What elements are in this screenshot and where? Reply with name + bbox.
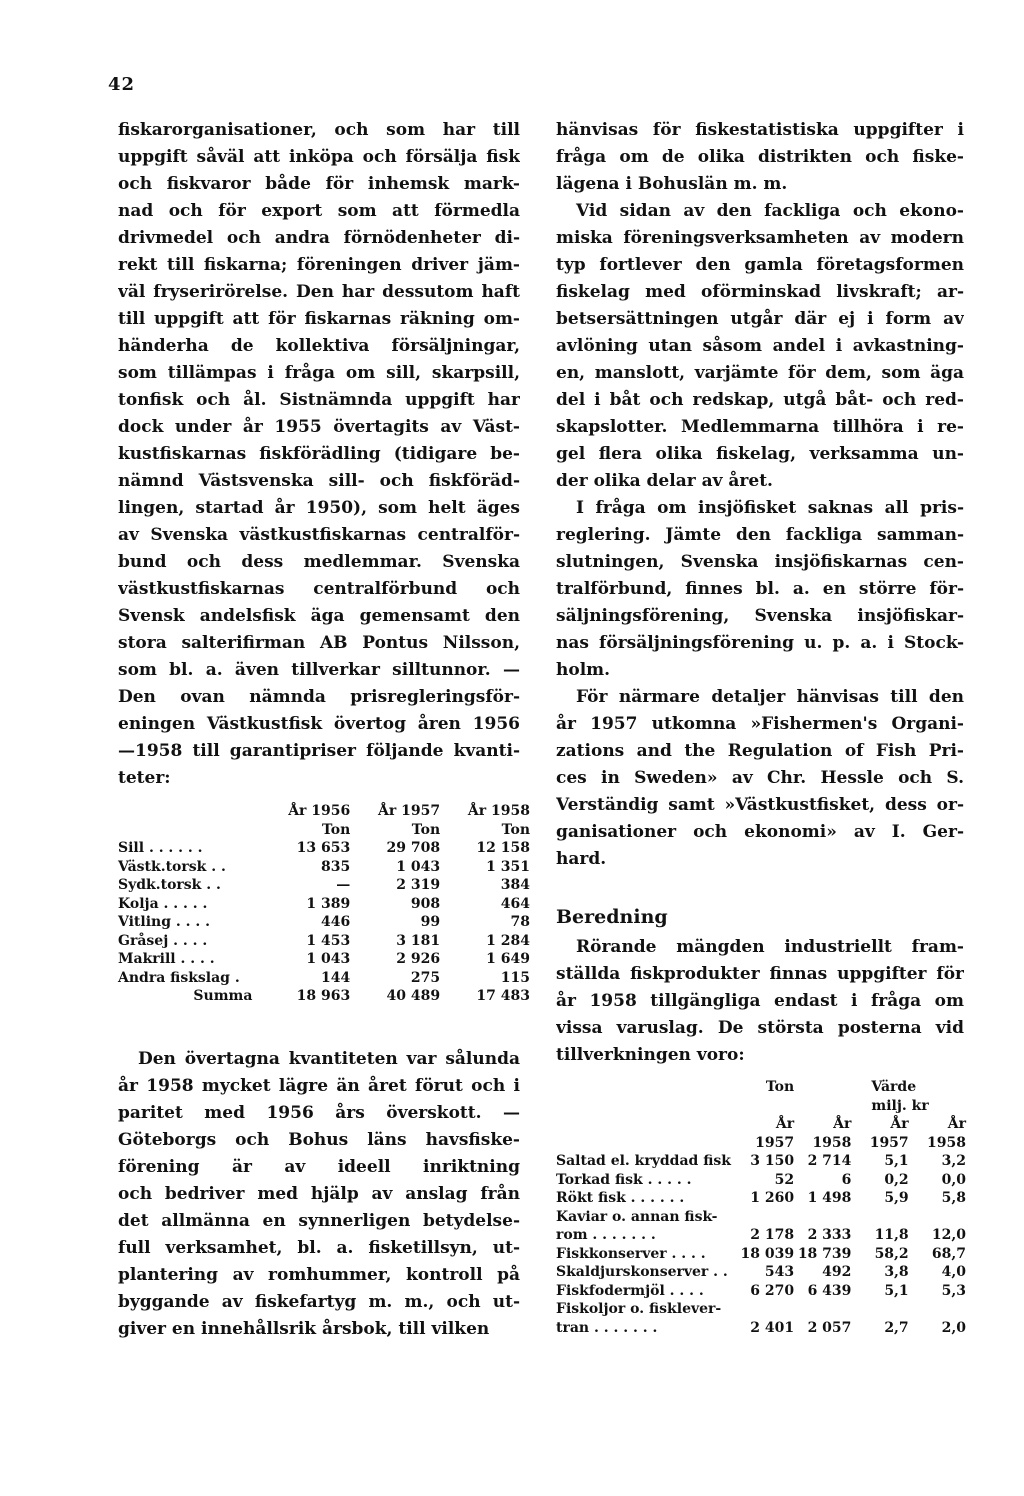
text-line: fråga om de olika distrikten och fiske- (556, 147, 964, 167)
table-header-cell: Ton (321, 821, 351, 838)
table-cell: Kolja . . . . . (118, 895, 208, 912)
text-line: uppgift såväl att inköpa och försälja fisk (118, 147, 520, 167)
table-cell: 1 498 (807, 1190, 852, 1206)
product-table (556, 1078, 966, 1337)
text-line: tralförbund, finnes bl. a. en större för- (556, 579, 964, 599)
table-cell: 2 333 (807, 1227, 852, 1243)
text-line: slutningen, Svenska insjöfiskarnas cen- (556, 552, 964, 572)
table-header-row (556, 1078, 966, 1097)
table-header-row (118, 821, 530, 840)
table-row (556, 1152, 966, 1171)
text-line: fiskelag med oförminskad livskraft; ar- (556, 282, 964, 302)
text-line: det allmänna en synnerligen betydelse- (118, 1211, 520, 1231)
text-line: —1958 till garantipriser följande kvanti- (118, 741, 520, 761)
table-row (556, 1245, 966, 1264)
table-header-row (556, 1134, 966, 1153)
text-line: år 1958 tillgängliga endast i fråga om (556, 991, 964, 1011)
text-line: bund och dess medlemmar. Svenska (118, 552, 520, 572)
text-line: eningen Västkustfisk övertog åren 1956 (118, 714, 520, 734)
text-line: västkustfiskarnas centralförbund och (118, 579, 520, 599)
right-paragraph-2 (556, 198, 964, 495)
table-cell: 6 439 (807, 1282, 852, 1299)
text-line: hard. (556, 849, 607, 869)
table-row (556, 1189, 966, 1208)
table-cell: 464 (500, 895, 530, 912)
table-cell: Fiskoljor o. fisklever- (556, 1301, 722, 1317)
table-cell (851, 1208, 908, 1227)
text-line: och bedriver med hjälp av anslag från (118, 1184, 520, 1204)
text-line: holm. (556, 660, 611, 680)
table-row (556, 1319, 966, 1338)
table-header-cell: Värde (871, 1079, 917, 1095)
table-cell: 3,8 (884, 1264, 909, 1280)
table-cell: 2 401 (750, 1319, 795, 1336)
text-line: byggande av fiskefartyg m. m., och ut- (118, 1292, 520, 1312)
text-line: skapslotter. Medlemmarna tillhöra i re- (556, 417, 964, 437)
table-row (556, 1226, 966, 1245)
right-paragraph-4 (556, 684, 964, 873)
text-line: förening är av ideell inriktning (118, 1157, 520, 1177)
text-line: Vid sidan av den fackliga och ekono- (576, 201, 964, 221)
table-cell: Saltad el. kryddad fisk (556, 1153, 731, 1169)
table-cell: 52 (774, 1171, 795, 1188)
left-paragraph-2 (118, 1046, 520, 1343)
table-row (118, 913, 530, 932)
table-cell: 58,2 (874, 1245, 909, 1262)
text-line: till uppgift att för fiskarnas räkning om- (118, 309, 520, 329)
table-row (556, 1282, 966, 1301)
catch-table (118, 802, 530, 1006)
text-line: tillverkningen voro: (556, 1045, 745, 1065)
text-line: och fiskvaror både för inhemsk mark- (118, 174, 520, 194)
right-column (556, 117, 964, 873)
table-cell: 144 (321, 969, 351, 986)
text-line: ställda fiskprodukter finnas uppgifter för (556, 964, 964, 984)
text-line: ganisationer och ekonomi» av I. Ger- (556, 822, 964, 842)
text-line: I fråga om insjöfisket saknas all pris- (576, 498, 964, 518)
text-line: Den övertagna kvantiteten var sålunda (138, 1049, 520, 1069)
table-cell: 543 (764, 1264, 795, 1280)
table-header-cell: Ton (411, 821, 441, 838)
table-cell: 384 (500, 877, 530, 893)
table-row (556, 1171, 966, 1190)
right-paragraph-5 (556, 934, 964, 1069)
table-header-cell (118, 821, 260, 840)
table-cell: Fiskfodermjöl . . . . (556, 1282, 704, 1299)
text-line: av Svenska västkustfiskarnas centralför- (118, 525, 520, 545)
table-cell: 1 351 (486, 858, 530, 875)
table-header-cell: År (775, 1116, 795, 1132)
text-line: typ fortlever den gamla företagsformen (556, 255, 964, 275)
table-cell: 3,2 (941, 1153, 966, 1169)
table-row (118, 858, 530, 877)
text-line: teter: (118, 768, 171, 788)
table-cell: Vitling . . . . (118, 914, 210, 930)
table-cell (909, 1208, 966, 1227)
table-cell: 5,3 (941, 1282, 966, 1299)
table-cell: 1 260 (750, 1190, 795, 1206)
table-cell: 2,0 (941, 1319, 966, 1336)
table-cell: 29 708 (386, 840, 441, 856)
table-header-cell (556, 1134, 737, 1153)
table-cell: Fiskkonserver . . . . (556, 1245, 706, 1262)
table-cell: Sill . . . . . . (118, 840, 203, 856)
table-cell: 2 926 (396, 951, 441, 967)
text-line: rekt till fiskarna; föreningen driver jäm- (118, 255, 520, 275)
text-line: Svensk andelsfisk äga gemensamt den (118, 606, 520, 626)
table-header-cell: 1957 (755, 1134, 795, 1151)
table-header-row (556, 1115, 966, 1134)
text-line: nad och för export som att förmedla (118, 201, 520, 221)
text-line: väl fryserirörelse. Den har dessutom haft (118, 282, 520, 302)
text-line: ces in Sweden» av Chr. Hessle och S. (556, 768, 964, 788)
table-header-cell: År 1957 (378, 803, 441, 819)
text-line: stora salterifirman AB Pontus Nilsson, (118, 633, 520, 653)
text-line: Göteborgs och Bohus läns havsfiske- (118, 1130, 520, 1150)
table-header-cell (737, 1097, 794, 1116)
table-cell: 5,1 (884, 1282, 909, 1299)
table-cell: 6 270 (750, 1282, 795, 1299)
table-cell: 115 (500, 969, 530, 986)
table-cell: tran . . . . . . . (556, 1319, 658, 1336)
text-line: reglering. Jämte den fackliga samman- (556, 525, 964, 545)
table-cell: 0,2 (884, 1171, 909, 1188)
table-cell: 2,7 (884, 1319, 909, 1336)
table-row (556, 1208, 966, 1227)
table-header-cell (794, 1097, 851, 1116)
text-line: giver en innehållsrik årsbok, till vilken (118, 1319, 490, 1339)
table-cell: 275 (410, 969, 441, 986)
text-line: dock under år 1955 övertagits av Väst- (118, 417, 520, 437)
text-line: en, manslott, varjämte för dem, som äga (556, 363, 964, 383)
table-row (118, 950, 530, 969)
table-header-cell: År (947, 1116, 966, 1132)
table-cell: Sydk.torsk . . (118, 877, 221, 893)
left-paragraph-1 (118, 117, 520, 792)
text-line: år 1958 mycket lägre än året förut och i (118, 1076, 520, 1096)
table-cell: 1 453 (306, 932, 351, 949)
text-line: vissa varuslag. De största posterna vid (556, 1018, 964, 1038)
text-line: der olika delar av året. (556, 471, 773, 491)
table-cell: Gråsej . . . . (118, 932, 208, 949)
table-cell (794, 1208, 851, 1227)
text-line: avlöning utan såsom andel i avkastning- (556, 336, 964, 356)
table-header-cell: År (890, 1116, 909, 1132)
table-cell: 492 (822, 1264, 852, 1280)
table-header-cell (556, 1097, 737, 1116)
table-header-cell (794, 1078, 851, 1097)
table-cell (794, 1300, 851, 1319)
table-cell (909, 1300, 966, 1319)
table-cell: 99 (420, 914, 441, 930)
table-cell: Kaviar o. annan fisk- (556, 1208, 718, 1225)
table-cell: 4,0 (941, 1264, 966, 1280)
text-line: gel flera olika fiskelag, verksamma un- (556, 444, 964, 464)
right-paragraph-3 (556, 495, 964, 684)
table-header-cell (556, 1078, 737, 1097)
table-header-cell: År 1956 (288, 803, 351, 819)
text-line: plantering av romhummer, kontroll på (118, 1265, 520, 1285)
table-total-row (118, 987, 530, 1006)
text-line: Verständig samt »Västkustfisket, dess or- (556, 795, 964, 815)
text-line: För närmare detaljer hänvisas till den (576, 687, 964, 707)
table-cell: 3 181 (396, 932, 441, 949)
text-line: nämnd Västsvenska sill- och fiskföräd- (118, 471, 520, 491)
table-header-cell: 1958 (812, 1134, 852, 1151)
text-line: Rörande mängden industriellt fram- (576, 937, 964, 957)
table-header-cell: milj. kr (871, 1097, 929, 1114)
section-heading-beredning: Beredning (556, 906, 668, 928)
table-cell: 1 043 (396, 858, 441, 875)
text-line: drivmedel och andra förnödenheter di- (118, 228, 520, 248)
table-cell: 78 (510, 914, 530, 930)
right-paragraph-1 (556, 117, 964, 198)
table-row (118, 932, 530, 951)
table-row (118, 969, 530, 988)
table-cell: 908 (410, 895, 441, 912)
text-line: kustfiskarnas fiskförädling (tidigare be- (118, 444, 520, 464)
table-cell (851, 1300, 908, 1319)
text-line: del i båt och redskap, utgå båt- och red- (556, 390, 964, 410)
table-cell (737, 1208, 794, 1227)
table-cell: 2 057 (807, 1319, 852, 1336)
text-line: lingen, startad år 1950), som helt äges (118, 498, 520, 518)
table-cell: 11,8 (874, 1227, 909, 1243)
table-header-cell: Ton (501, 821, 530, 838)
table-cell: 1 284 (486, 932, 530, 949)
table-header-cell (118, 802, 260, 821)
table-row (556, 1263, 966, 1282)
table-cell: 2 319 (396, 877, 441, 893)
text-line: händerha de kollektiva försäljningar, (118, 336, 520, 356)
text-line: betsersättningen utgår där ej i form av (556, 309, 964, 329)
text-line: som bl. a. även tillverkar silltunnor. — (118, 660, 520, 680)
table-cell: Västk.torsk . . (118, 858, 226, 875)
table-cell: 18 963 (296, 988, 351, 1004)
table-row (118, 895, 530, 914)
text-line: tonfisk och ål. Sistnämnda uppgift har (118, 390, 520, 410)
table-header-cell: 1958 (927, 1134, 966, 1151)
table-cell: 13 653 (296, 840, 351, 856)
table-cell: 12 158 (476, 840, 530, 856)
table-cell: 5,1 (884, 1153, 909, 1169)
table-row (556, 1300, 966, 1319)
table-cell: 68,7 (931, 1245, 966, 1262)
table-cell: 17 483 (476, 988, 530, 1004)
table-cell: 2 178 (750, 1227, 795, 1243)
table-cell: 1 649 (486, 951, 530, 967)
text-line: full verksamhet, bl. a. fisketillsyn, ut- (118, 1238, 520, 1258)
table-cell: Skaldjurskonserver . . (556, 1264, 728, 1280)
text-line: nas försäljningsförening u. p. a. i Stock- (556, 633, 964, 653)
table-cell: Rökt fisk . . . . . . (556, 1190, 685, 1206)
table-cell: 1 043 (306, 951, 351, 967)
table-cell: 835 (321, 858, 351, 875)
table-cell (737, 1300, 794, 1319)
table-cell: 40 489 (386, 988, 441, 1004)
table-cell: Torkad fisk . . . . . (556, 1171, 692, 1188)
table-row (118, 839, 530, 858)
text-line: fiskarorganisationer, och som har till (118, 120, 520, 140)
table-cell: 2 714 (807, 1153, 852, 1169)
table-header-cell: Ton (765, 1079, 795, 1095)
table-cell: Makrill . . . . (118, 951, 215, 967)
table-cell: 0,0 (941, 1171, 966, 1188)
right-column-lower (556, 934, 964, 1069)
text-line: lägena i Bohuslän m. m. (556, 174, 788, 194)
text-line: zations and the Regulation of Fish Pri- (556, 741, 964, 761)
table-header-cell: År 1958 (467, 803, 530, 819)
left-column-lower (118, 1046, 520, 1343)
table-header-cell: 1957 (869, 1134, 909, 1151)
table-header-row (118, 802, 530, 821)
table-cell: Andra fiskslag . (118, 969, 240, 986)
text-line: säljningsförening, Svenska insjöfiskar- (556, 606, 964, 626)
table-cell: 5,9 (884, 1190, 909, 1206)
table-cell: 6 (841, 1171, 852, 1188)
table-cell: 5,8 (941, 1190, 966, 1206)
table-cell: Summa (193, 988, 253, 1004)
table-cell: 1 389 (306, 895, 351, 912)
table-cell: 446 (321, 914, 351, 930)
table-cell: rom . . . . . . . (556, 1227, 656, 1243)
page-number: 42 (108, 74, 136, 95)
text-line: år 1957 utkomna »Fishermen's Organi- (556, 714, 964, 734)
table-row (118, 876, 530, 895)
text-line: hänvisas för fiskestatistiska uppgifter i (556, 120, 964, 140)
table-cell: 12,0 (931, 1227, 966, 1243)
table-cell: — (336, 877, 351, 893)
table-cell: 18 739 (797, 1245, 852, 1262)
table-header-cell (556, 1115, 737, 1134)
text-line: Den ovan nämnda prisregleringsför- (118, 687, 520, 707)
table-header-cell: År (833, 1116, 852, 1132)
table-cell: 18 039 (740, 1245, 795, 1262)
text-line: miska föreningsverksamheten av modern (556, 228, 964, 248)
table-cell: 3 150 (750, 1153, 795, 1169)
text-line: som tillämpas i fråga om sill, skarpsill, (118, 363, 520, 383)
left-column (118, 117, 520, 792)
text-line: paritet med 1956 års överskott. — (118, 1103, 520, 1123)
table-header-row (556, 1097, 966, 1116)
